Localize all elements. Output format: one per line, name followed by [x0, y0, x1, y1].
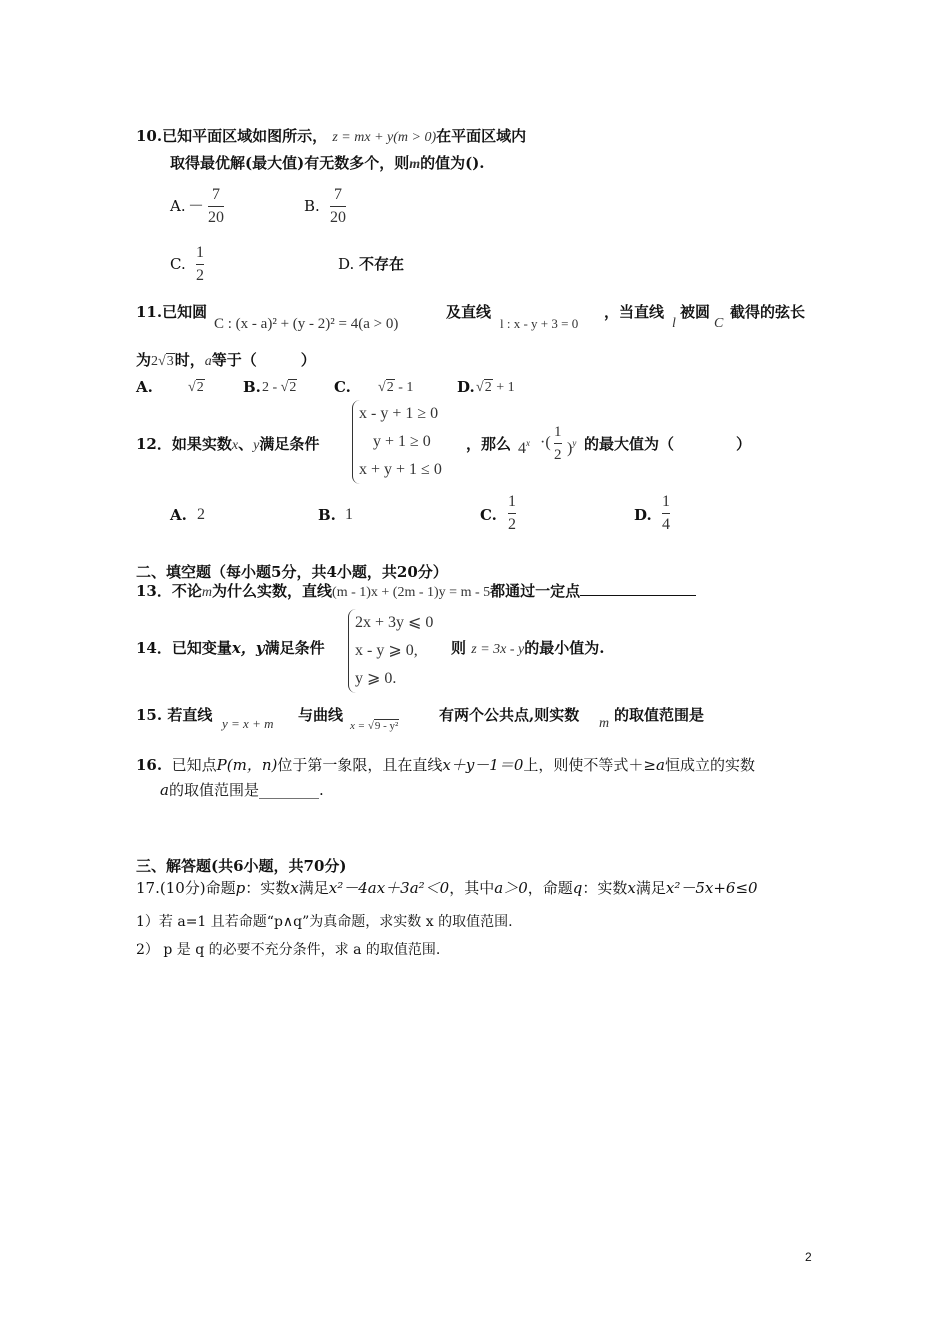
- q12-constraint-system: [352, 400, 442, 484]
- q14-constraint-3: y ⩾ 0.: [355, 670, 397, 687]
- q11-option-a-rad: 2: [196, 380, 204, 395]
- q16-line2-text: 的取值范围是________.: [168, 781, 324, 799]
- q12-expr-paren: ): [567, 440, 573, 457]
- q11-cut: 被圆: [680, 303, 711, 321]
- q11-option-c-post: - 1: [398, 380, 414, 395]
- q12-expr-close: [567, 433, 576, 459]
- q11-line2-pre: 为: [136, 351, 152, 369]
- q13-answer-blank[interactable]: [580, 595, 696, 596]
- q12-constraint-3: x + y + 1 ≤ 0: [359, 461, 442, 478]
- q12-expr-4x: [518, 433, 530, 459]
- q14-xy: x，y: [231, 639, 265, 657]
- q17-a: ：实数: [245, 879, 291, 897]
- q15-line-equation: y = x + m: [222, 716, 274, 731]
- q15-lead: [136, 705, 212, 725]
- q13-number: 13．: [136, 582, 172, 600]
- q11-line-equation: l : x - y + 3 = 0: [500, 316, 579, 331]
- q16-point: P(m，n): [216, 756, 278, 774]
- q12-number: 12．: [136, 435, 172, 453]
- q12-option-c-fraction: [508, 492, 516, 535]
- q11-and-line: 及直线: [446, 303, 492, 321]
- q10-m-var: m: [409, 157, 421, 172]
- q16-line: x＋y－1＝0: [442, 756, 524, 774]
- q11-chord-length: 2√3: [151, 354, 174, 369]
- q16-number: 16.: [136, 756, 163, 774]
- q11-chord-coef: 2: [151, 354, 159, 369]
- q10-text-tail: 在平面区域内: [436, 127, 527, 145]
- q11-close: ）: [300, 351, 316, 369]
- q11-line2-post: 时，: [174, 351, 205, 369]
- q10-option-c-den: 2: [196, 267, 204, 284]
- q11-option-c-label: C.: [334, 378, 351, 396]
- q12-expr-exp: x: [526, 438, 530, 448]
- q14-lead: [136, 638, 325, 658]
- q12-max: [584, 434, 751, 454]
- q10-option-c-fraction: [196, 243, 204, 286]
- q12-option-c-label: C.: [480, 506, 497, 524]
- q17-b: 满足: [298, 879, 329, 897]
- q17-ineq1: x²－4ax＋3a²＜0: [328, 879, 450, 897]
- q14-then-text: 则: [451, 639, 467, 657]
- q14-text: 已知变量: [171, 639, 232, 657]
- q16-a-var: a: [655, 756, 665, 774]
- q11-option-d: √2 + 1: [476, 380, 515, 395]
- q14-number: 14．: [136, 639, 172, 657]
- q11-number: 11.: [136, 303, 163, 321]
- q10-option-d-label: D.: [338, 255, 355, 273]
- q12-lead: [136, 434, 319, 456]
- q14-constraint-system: [348, 609, 433, 693]
- q17-e: ：实数: [582, 879, 628, 897]
- q17-p: p: [235, 879, 246, 897]
- q11-option-d-post: + 1: [496, 380, 515, 395]
- q12-expr-half: [554, 422, 562, 465]
- q17-x2: x: [627, 879, 636, 897]
- q10-option-a-label: A.: [170, 197, 186, 215]
- q11-option-a: √2: [188, 380, 204, 395]
- q10-line2-tail: 的值为().: [420, 154, 485, 172]
- q12-then: ，那么: [466, 435, 512, 453]
- q17-d: ，命题: [527, 879, 573, 897]
- q11-a-var: a: [204, 354, 212, 369]
- q12-option-c-den: 2: [508, 516, 516, 533]
- q12-option-d-den: 4: [662, 516, 670, 533]
- q11-text: 已知圆: [162, 303, 208, 321]
- q11-l-var: l: [672, 316, 676, 331]
- q13-text: 不论: [171, 582, 202, 600]
- q11-option-b: 2 - √2: [262, 380, 297, 395]
- q12-expr-den: 2: [554, 447, 562, 463]
- q11-option-d-rad: 2: [484, 380, 492, 395]
- q12-option-a-value: 2: [197, 506, 205, 523]
- q12-option-b-value: 1: [345, 506, 353, 523]
- q10-option-c-label: C.: [170, 255, 186, 273]
- q10-objective: z = mx + y(m > 0): [332, 130, 437, 145]
- page-number: 2: [805, 1250, 812, 1264]
- q13-line: [136, 581, 696, 603]
- q11-chord-radicand: 3: [166, 354, 174, 369]
- q17-cond: a＞0: [494, 879, 528, 897]
- q17-x: x: [290, 879, 299, 897]
- q10-option-b-den: 20: [330, 209, 346, 226]
- q13-post: 都通过一定点: [490, 582, 581, 600]
- q12-expr-dot: ·(: [540, 434, 551, 451]
- q11-option-d-label: D.: [457, 378, 475, 396]
- q12-option-b-label: B.: [318, 506, 336, 524]
- q17-sub1: 1）若 a=1 且若命题“p∧q”为真命题，求实数 x 的取值范围.: [136, 914, 513, 930]
- q17-ineq2: x²－5x+6≤0: [665, 879, 758, 897]
- q15-end: 的取值范围是: [614, 706, 705, 724]
- q17-f: 满足: [635, 879, 666, 897]
- q16-line2: [160, 780, 324, 800]
- q10-option-a-sign: －: [188, 196, 205, 215]
- section-fill-in-title: 二、填空题（每小题5分，共4小题，共20分）: [136, 563, 448, 581]
- q12-expr-exp2: y: [572, 438, 577, 448]
- q10-line1: [136, 126, 526, 148]
- q12-option-d-label: D.: [634, 506, 652, 524]
- q11-option-b-rad: 2: [289, 380, 297, 395]
- q10-option-b-label: B.: [304, 197, 320, 215]
- q16-text: 已知点: [171, 756, 217, 774]
- q11-circle-equation: C : (x - a)² + (y - 2)² = 4(a > 0): [214, 316, 399, 332]
- q16-line2-var: a: [160, 781, 169, 799]
- q10-option-a-den: 20: [208, 209, 224, 226]
- q16-line1: [136, 755, 755, 775]
- q10-option-b-fraction: [330, 185, 346, 228]
- q15-m-var: m: [599, 716, 610, 731]
- q11-line2: [136, 350, 316, 372]
- q17-pre: 17.(10分)命题: [136, 879, 236, 897]
- q12-expr-num: 1: [554, 424, 562, 440]
- q15-curve-pre: x =: [350, 720, 366, 732]
- q10-number: 10.: [136, 127, 163, 145]
- q12-close: ）: [736, 435, 752, 453]
- q17-q: q: [572, 879, 583, 897]
- q12-option-d-fraction: [662, 492, 670, 535]
- q12-constraint-1: x - y + 1 ≥ 0: [359, 405, 439, 422]
- q13-mid: 为什么实数，直线: [212, 582, 333, 600]
- q11-option-c-rad: 2: [386, 380, 394, 395]
- q16-end: 恒成立的实数: [664, 756, 755, 774]
- q10-option-a-num: 7: [212, 186, 220, 203]
- q10-line2: [170, 153, 485, 175]
- q11-when: ，当直线: [604, 303, 665, 321]
- q11-option-b-pre: 2 -: [262, 380, 278, 395]
- q14-constraint-2: x - y ⩾ 0,: [355, 642, 418, 659]
- q11-option-b-label: B.: [243, 378, 261, 396]
- q10-line2-text: 取得最优解(最大值)有无数多个，则: [170, 154, 410, 172]
- q14-constraint-1: 2x + 3y ⩽ 0: [355, 614, 434, 631]
- q12-cond: 满足条件: [259, 435, 320, 453]
- q12-sep: 、: [238, 435, 254, 453]
- q15-mid: 与曲线: [298, 706, 344, 724]
- q14-post: 的最小值为.: [524, 639, 605, 657]
- q11-option-a-label: A.: [136, 378, 153, 396]
- q10-text: 已知平面区域如图所示，: [162, 127, 328, 145]
- q10-option-d-text: 不存在: [359, 255, 405, 273]
- q11-chord: 截得的弦长: [730, 303, 806, 321]
- q12-max-text: 的最大值为（: [584, 435, 675, 453]
- q15-post: 有两个公共点,则实数: [439, 706, 580, 724]
- q15-curve: x = √9 - y²: [350, 720, 399, 732]
- q13-line-equation: (m - 1)x + (2m - 1)y = m - 5: [332, 585, 491, 600]
- q16-post: 上，则使不等式＋≥: [523, 756, 656, 774]
- q12-expr-base: 4: [518, 440, 526, 457]
- q12-x-var: x: [231, 438, 239, 453]
- q15-text: 若直线: [167, 706, 213, 724]
- q12-y-var: y: [253, 438, 260, 453]
- q14-objective: z = 3x - y: [471, 642, 525, 657]
- q17-c: ，其中: [449, 879, 495, 897]
- q13-m-var: m: [201, 585, 213, 600]
- q15-number: 15.: [136, 706, 163, 724]
- q12-option-c-num: 1: [508, 493, 516, 510]
- q15-curve-rad: 9 - y²: [374, 720, 399, 732]
- q10-option-c-num: 1: [196, 244, 204, 261]
- q11-equals: 等于（: [211, 351, 257, 369]
- q12-constraint-2: y + 1 ≥ 0: [373, 433, 431, 450]
- q12-option-a-label: A.: [170, 506, 187, 524]
- q14-cond: 满足条件: [264, 639, 325, 657]
- q12-option-d-num: 1: [662, 493, 670, 510]
- q17-sub2: 2） p 是 q 的必要不充分条件，求 a 的取值范围.: [136, 942, 441, 958]
- q16-mid: 位于第一象限，且在直线: [277, 756, 443, 774]
- q17-line1: [136, 878, 758, 898]
- q11-c-var: C: [714, 316, 724, 331]
- q11-number-text: [136, 302, 207, 322]
- q14-then: [451, 638, 604, 660]
- q10-option-d: [338, 254, 404, 274]
- q10-option-b-num: 7: [334, 186, 342, 203]
- section-answer-title: 三、解答题(共6小题，共70分): [136, 857, 347, 875]
- q10-option-a-fraction: [208, 185, 224, 228]
- q12-text: 如果实数: [171, 435, 232, 453]
- q11-option-c: √2 - 1: [378, 380, 414, 395]
